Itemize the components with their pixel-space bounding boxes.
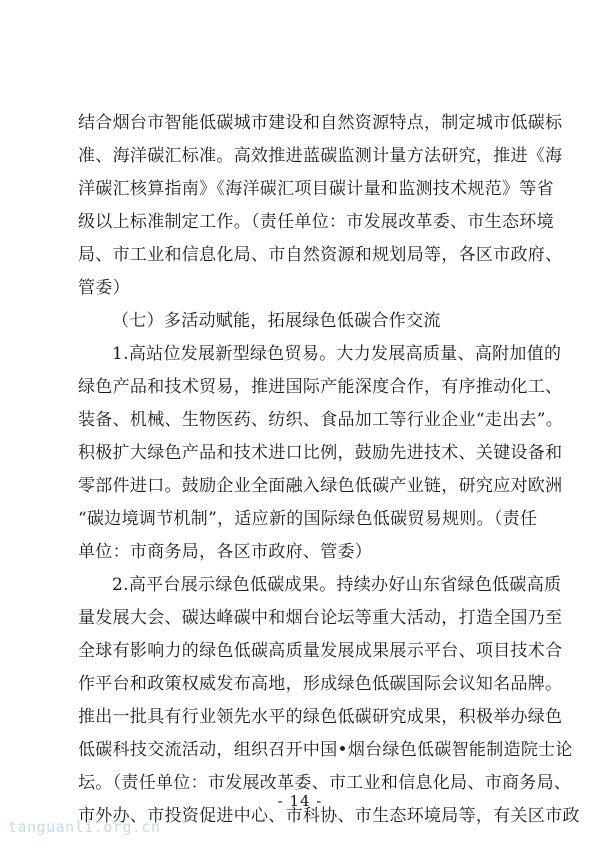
text-line: 洋碳汇核算指南》《海洋碳汇项目碳计量和监测技术规范》等省 [78, 179, 554, 199]
text-line: 准、海洋碳汇标准。高效推进蓝碳监测计量方法研究，推进《海 [78, 146, 563, 166]
text-line: 零部件进口。鼓励企业全面融入绿色低碳产业链，研究应对欧洲 [78, 476, 563, 496]
text-line: 级以上标准制定工作。（责任单位：市发展改革委、市生态环境 [78, 212, 554, 232]
text-line: 作平台和政策权威发布高地，形成绿色低碳国际会议知名品牌。 [78, 674, 563, 694]
text-line: 低碳科技交流活动，组织召开中国•烟台绿色低碳智能制造院士论 [78, 740, 573, 760]
page-number: - 14 - [277, 792, 323, 810]
watermark: tanguanli.org.cn [8, 818, 161, 836]
text-line: 绿色产品和技术贸易，推进国际产能深度合作，有序推动化工、 [78, 377, 563, 397]
text-line: 积极扩大绿色产品和技术进口比例，鼓励先进技术、关键设备和 [78, 443, 563, 463]
text-line: 管委） [78, 278, 130, 298]
section-heading: （七）多活动赋能，拓展绿色低碳合作交流 [112, 311, 441, 331]
text-line: 量发展大会、碳达峰碳中和烟台论坛等重大活动，打造全国乃至 [78, 608, 563, 628]
text-line: 装备、机械、生物医药、纺织、食品加工等行业企业“走出去”。 [78, 410, 564, 430]
text-line: 局、市工业和信息化局、市自然资源和规划局等，各区市政府、 [78, 245, 563, 265]
text-line: 市外办、市投资促进中心、市科协、市生态环境局等，有关区市政 [78, 806, 580, 826]
paragraph-start: 2.高平台展示绿色低碳成果。持续办好山东省绿色低碳高质 [112, 575, 562, 595]
text-line: 结合烟台市智能低碳城市建设和自然资源特点，制定城市低碳标 [78, 113, 563, 133]
text-line: 坛。（责任单位：市发展改革委、市工业和信息化局、市商务局、 [78, 773, 572, 793]
text-line: “碳边境调节机制”，适应新的国际绿色低碳贸易规则。（责任 [78, 509, 538, 529]
text-line: 单位：市商务局，各区市政府、管委） [78, 542, 373, 562]
text-line: 推出一批具有行业领先水平的绿色低碳研究成果，积极举办绿色 [78, 707, 563, 727]
text-line: 全球有影响力的绿色低碳高质量发展成果展示平台、项目技术合 [78, 641, 563, 661]
paragraph-start: 1.高站位发展新型绿色贸易。大力发展高质量、高附加值的 [112, 344, 562, 364]
